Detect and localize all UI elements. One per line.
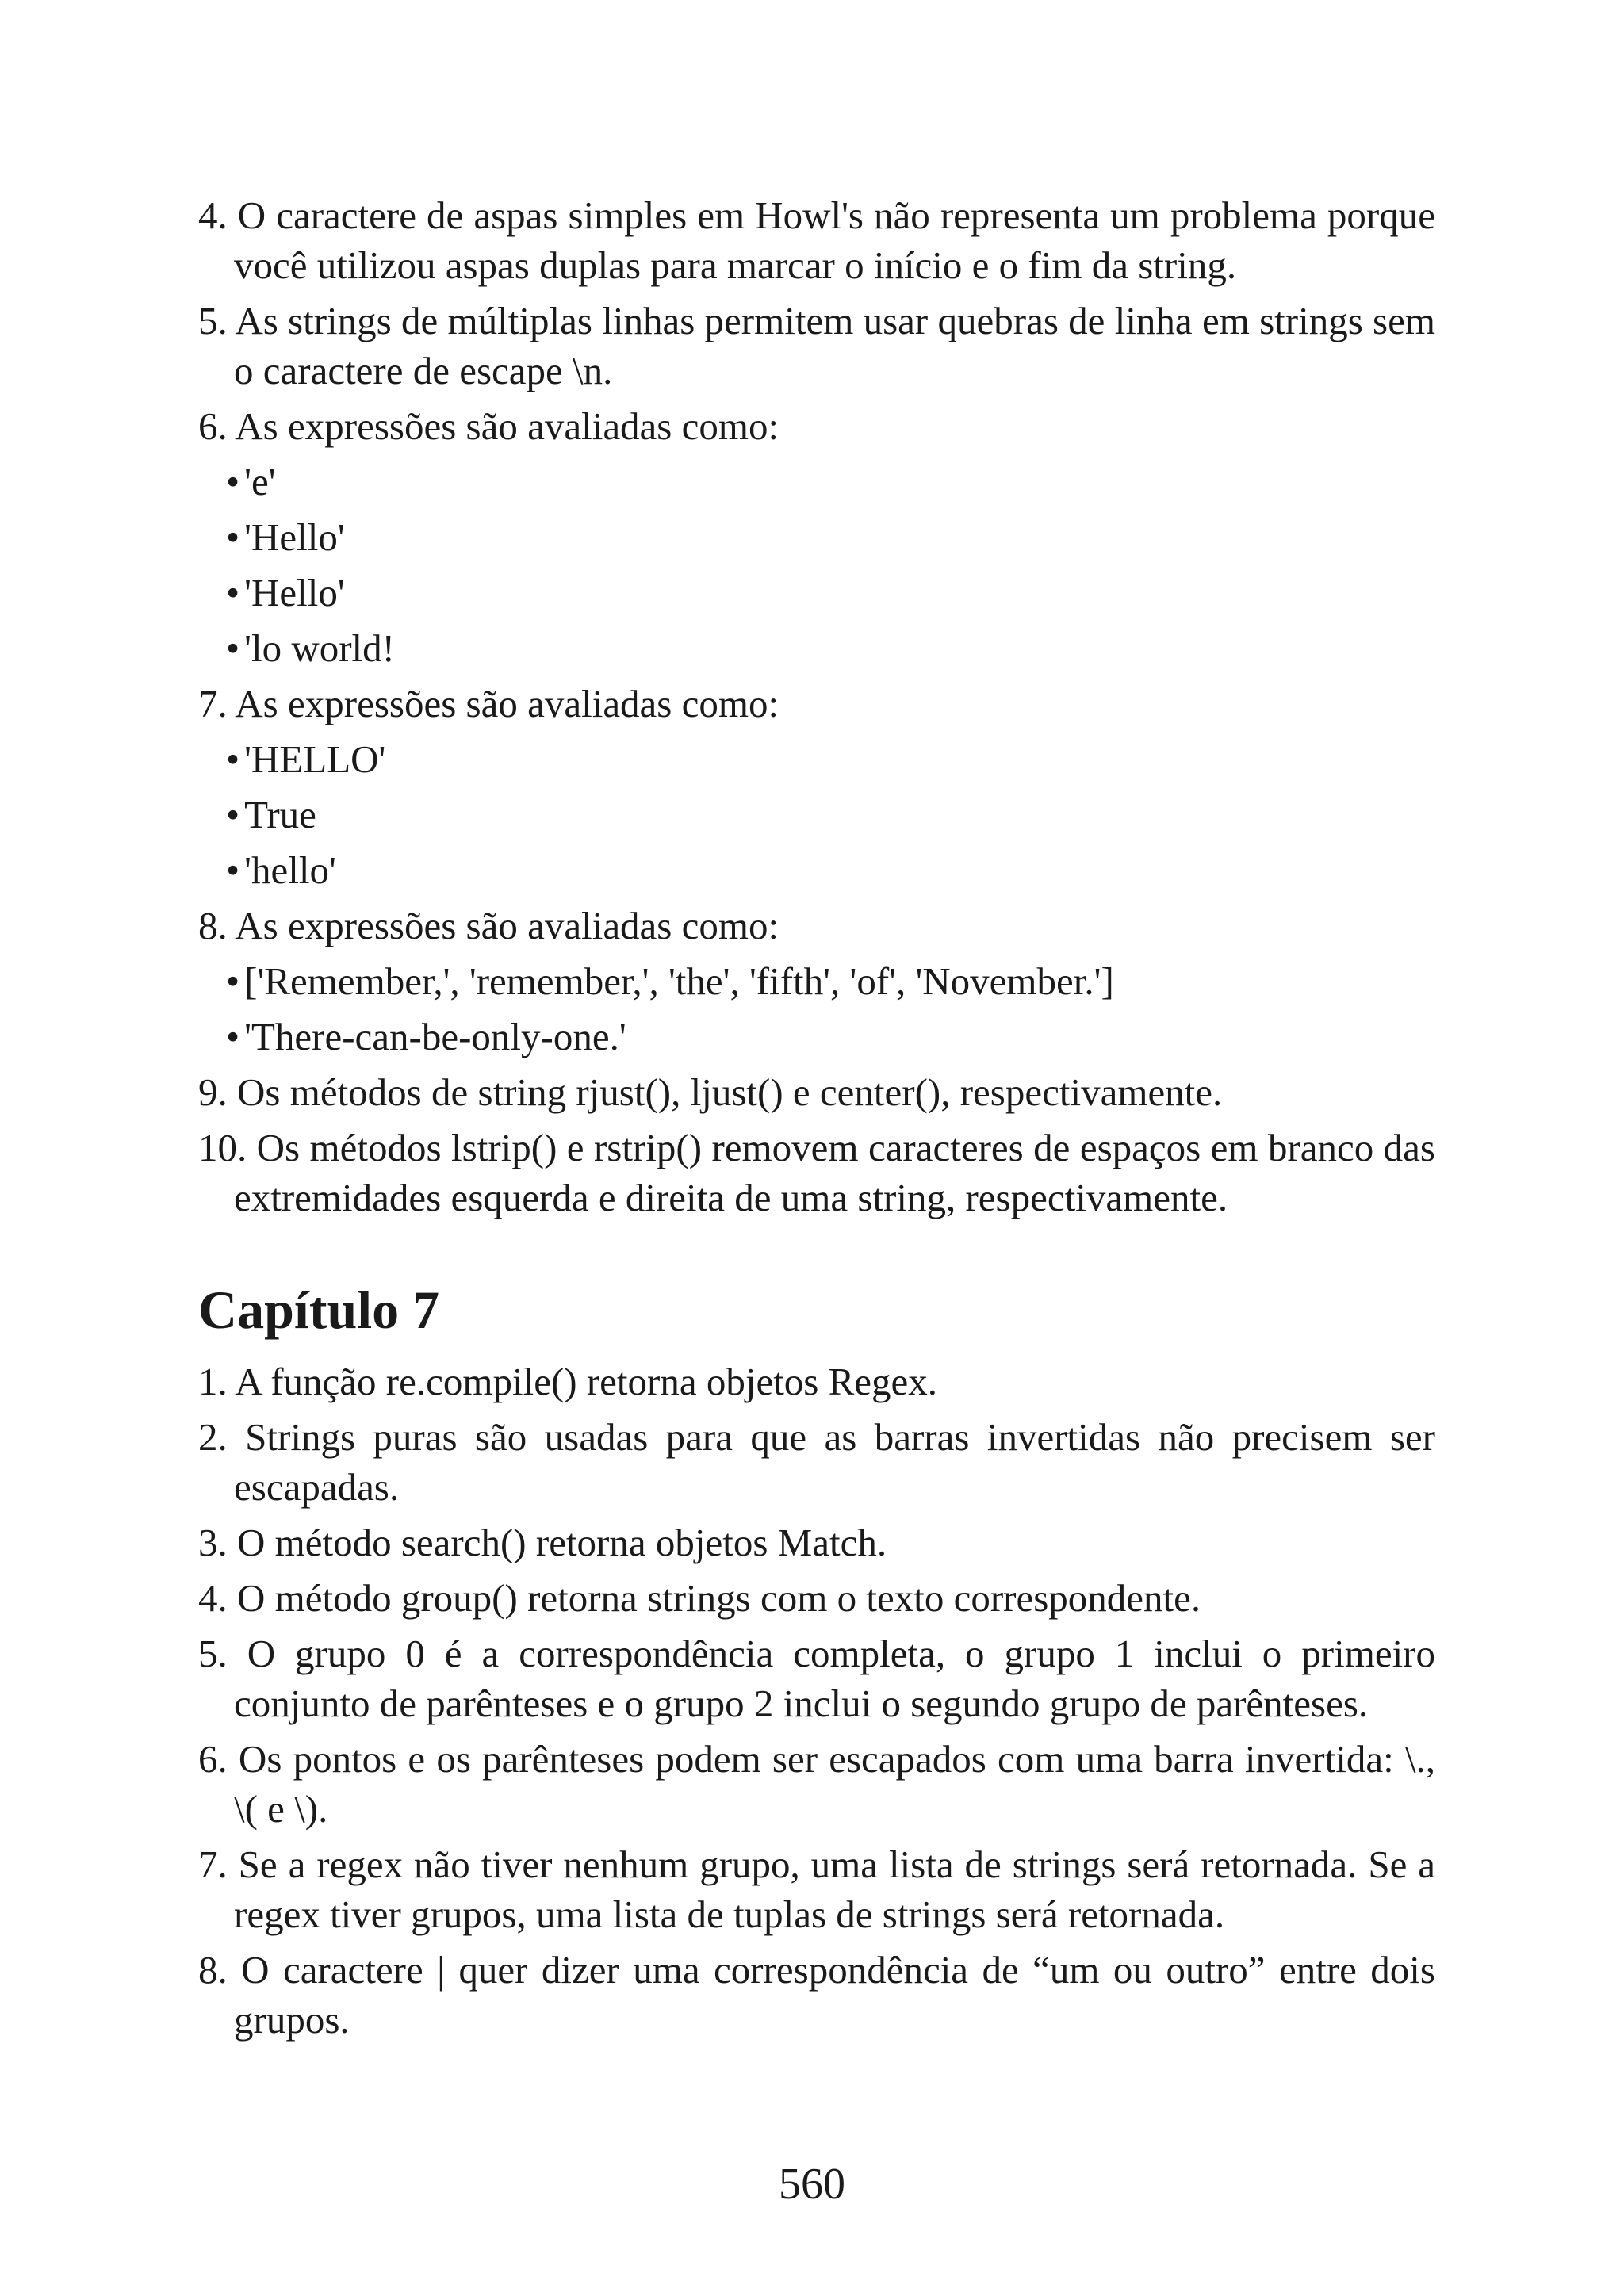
list-item: 1. A função re.compile() retorna objetos Regex. bbox=[198, 1360, 938, 1403]
bullet-text: 'Hello' bbox=[244, 571, 345, 614]
bullet-item bbox=[198, 623, 1435, 673]
bullet-text: 'Hello' bbox=[244, 515, 345, 559]
bullet-item bbox=[198, 734, 1435, 784]
bullet-icon: • bbox=[226, 1015, 240, 1058]
bullet-list bbox=[198, 457, 1435, 673]
list-item: 6. Os pontos e os parênteses podem ser escapados com uma barra invertida: \., \( e \). bbox=[198, 1737, 1435, 1831]
bullet-text: ['Remember,', 'remember,', 'the', 'fifth', 'of', 'November.'] bbox=[244, 959, 1114, 1003]
page-number: 560 bbox=[779, 2160, 845, 2209]
bullet-item bbox=[198, 956, 1435, 1006]
bullet-text: 'hello' bbox=[244, 848, 336, 892]
list-item: 9. Os métodos de string rjust(), ljust() e center(), respectivamente. bbox=[198, 1070, 1223, 1114]
answer-list-chapter-6 bbox=[198, 190, 1435, 1223]
bullet-icon: • bbox=[226, 626, 240, 670]
bullet-text: 'HELLO' bbox=[244, 737, 386, 781]
bullet-text: 'lo world! bbox=[244, 626, 395, 670]
bullet-icon: • bbox=[226, 959, 240, 1003]
answer-list-chapter-7 bbox=[198, 1357, 1435, 2045]
list-item: 8. As expressões são avaliadas como: bbox=[198, 904, 779, 947]
bullet-item bbox=[198, 790, 1435, 840]
list-item: 7. As expressões são avaliadas como: bbox=[198, 682, 779, 725]
list-item: 2. Strings puras são usadas para que as barras invertidas não precisem ser escapadas. bbox=[198, 1415, 1435, 1509]
list-item: 4. O caractere de aspas simples em Howl's não representa um problema porque você utilizou aspas duplas para marcar o início e o fim da string. bbox=[198, 193, 1435, 287]
page-content bbox=[198, 190, 1435, 2050]
bullet-item bbox=[198, 512, 1435, 562]
bullet-item bbox=[198, 457, 1435, 507]
bullet-list bbox=[198, 956, 1435, 1062]
bullet-text: 'e' bbox=[244, 460, 276, 503]
list-item: 7. Se a regex não tiver nenhum grupo, uma lista de strings será retornada. Se a regex tiver grupos, uma lista de tuplas de strings será retornada. bbox=[198, 1843, 1435, 1936]
bullet-item bbox=[198, 1012, 1435, 1062]
bullet-icon: • bbox=[226, 848, 240, 892]
list-item: 10. Os métodos lstrip() e rstrip() removem caracteres de espaços em branco das extremidades esquerda e direita de uma string, respectivamente. bbox=[198, 1126, 1435, 1219]
bullet-list bbox=[198, 734, 1435, 895]
chapter-title: Capítulo 7 bbox=[198, 1280, 440, 1340]
bullet-item bbox=[198, 845, 1435, 895]
list-item: 5. O grupo 0 é a correspondência completa, o grupo 1 inclui o primeiro conjunto de parênteses e o grupo 2 inclui o segundo grupo de parênteses. bbox=[198, 1632, 1435, 1725]
bullet-icon: • bbox=[226, 737, 240, 781]
bullet-icon: • bbox=[226, 515, 240, 559]
bullet-item bbox=[198, 568, 1435, 618]
bullet-icon: • bbox=[226, 571, 240, 614]
list-item: 8. O caractere | quer dizer uma correspondência de “um ou outro” entre dois grupos. bbox=[198, 1948, 1435, 2042]
bullet-text: True bbox=[244, 793, 316, 836]
list-item: 5. As strings de múltiplas linhas permitem usar quebras de linha em strings sem o caractere de escape \n. bbox=[198, 299, 1435, 392]
list-item: 3. O método search() retorna objetos Match. bbox=[198, 1521, 887, 1564]
bullet-icon: • bbox=[226, 460, 240, 503]
list-item: 6. As expressões são avaliadas como: bbox=[198, 404, 779, 448]
list-item: 4. O método group() retorna strings com o texto correspondente. bbox=[198, 1576, 1201, 1620]
bullet-icon: • bbox=[226, 793, 240, 836]
bullet-text: 'There-can-be-only-one.' bbox=[244, 1015, 626, 1058]
